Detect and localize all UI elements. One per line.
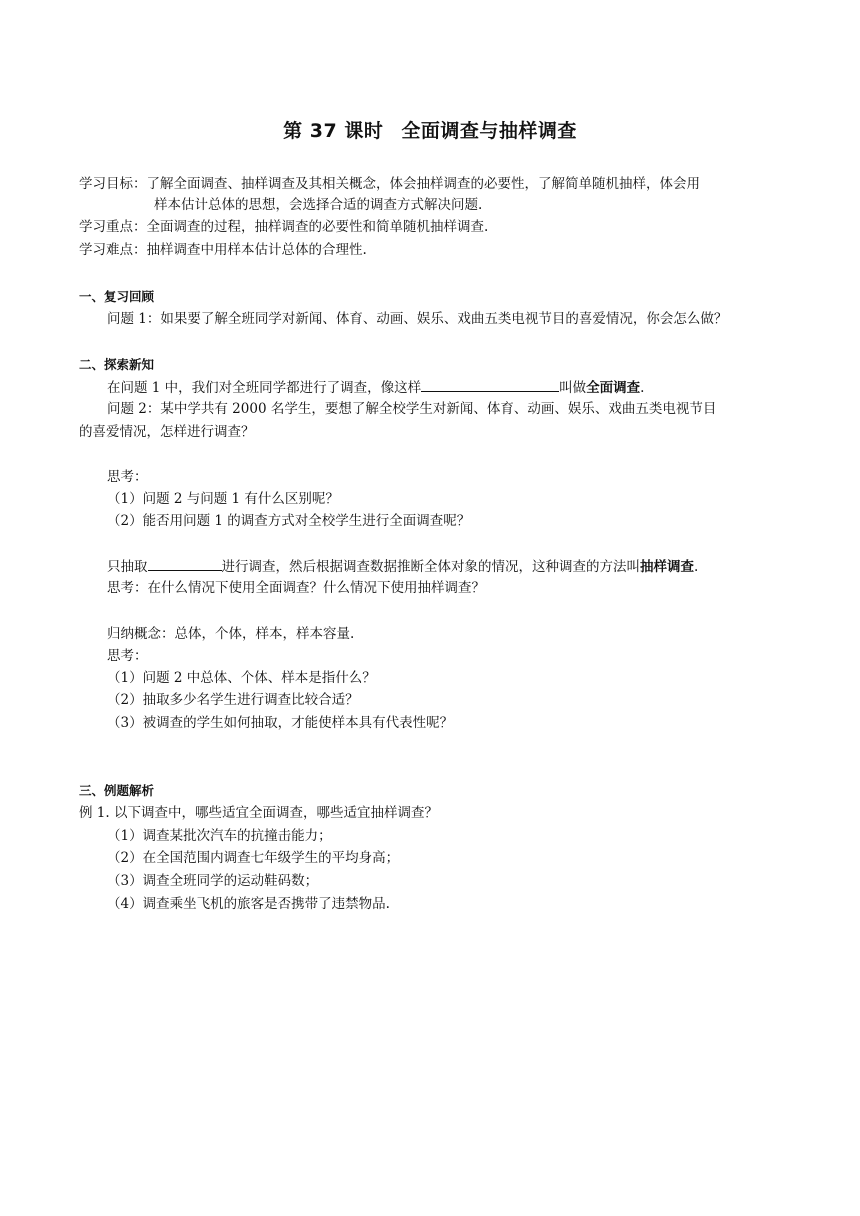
think-item-2: （2）能否用问题 1 的调查方式对全校学生进行全面调查呢？ [107, 513, 471, 529]
sample-survey-end: . [694, 559, 699, 575]
question2-line2: 的喜爱情况，怎样进行调查？ [79, 424, 255, 440]
full-survey-text2: 叫做 [559, 380, 587, 396]
think-label-2: 思考： [107, 648, 148, 664]
sample-survey-definition [107, 556, 698, 577]
fill-blank-1[interactable] [421, 377, 559, 392]
title-lesson-number: 第 37 课时 [283, 120, 384, 142]
goal-difficulty-line [79, 240, 367, 260]
goal-key-line [79, 217, 488, 237]
sample-survey-text2: 进行调查，然后根据调查数据推断全体对象的情况，这种调查的方法叫 [221, 559, 640, 575]
example-item-1: （1）调查某批次汽车的抗撞击能力； [107, 828, 332, 844]
goal-key-label: 学习重点： [79, 219, 147, 235]
title-topic: 全面调查与抽样调查 [401, 120, 577, 142]
example-item-4: （4）调查乘坐飞机的旅客是否携带了违禁物品. [107, 896, 390, 912]
question1: 问题 1：如果要了解全班同学对新闻、体育、动画、娱乐、戏曲五类电视节目的喜爱情况，你会怎么做？ [107, 311, 728, 327]
sample-survey-text: 只抽取 [107, 559, 148, 575]
page-title [0, 116, 860, 143]
goal-target-label: 学习目标： [79, 176, 147, 192]
question2-line1: 问题 2：某中学共有 2000 名学生，要想了解全校学生对新闻、体育、动画、娱乐、戏曲五类电视节目 [107, 401, 717, 417]
think-item-1: （1）问题 2 与问题 1 有什么区别呢？ [107, 491, 339, 507]
term-sample-survey: 抽样调查 [640, 559, 694, 575]
think-item-5: （3）被调查的学生如何抽取，才能使样本具有代表性呢？ [107, 715, 454, 731]
section3-heading: 三、例题解析 [79, 783, 155, 798]
example1: 例 1. 以下调查中，哪些适宜全面调查，哪些适宜抽样调查？ [79, 805, 438, 821]
goal-target-line [79, 174, 700, 194]
goal-difficulty-text: 抽样调查中用样本估计总体的合理性. [146, 242, 367, 258]
think-item-3: （1）问题 2 中总体、个体、样本是指什么？ [107, 670, 376, 686]
think-label: 思考： [107, 469, 148, 485]
goal-target-line2: 样本估计总体的思想，会选择合适的调查方式解决问题. [154, 197, 483, 213]
term-full-survey: 全面调查 [586, 380, 641, 396]
section2-heading: 二、探索新知 [79, 357, 155, 372]
example-item-3: （3）调查全班同学的运动鞋码数； [107, 873, 319, 889]
fill-blank-2[interactable] [148, 556, 222, 571]
full-survey-end: . [640, 380, 645, 396]
goal-difficulty-label: 学习难点： [79, 242, 147, 258]
goal-target-text: 了解全面调查、抽样调查及其相关概念，体会抽样调查的必要性，了解简单随机抽样，体会用 [146, 176, 700, 192]
goal-key-text: 全面调查的过程，抽样调查的必要性和简单随机抽样调查. [146, 219, 489, 235]
think-item-4: （2）抽取多少名学生进行调查比较合适？ [107, 692, 359, 708]
full-survey-text: 在问题 1 中，我们对全班同学都进行了调查，像这样 [107, 380, 422, 396]
section1-heading: 一、复习回顾 [79, 289, 155, 304]
concept-summary: 归纳概念：总体，个体，样本，样本容量. [107, 626, 355, 642]
full-survey-definition [107, 377, 644, 398]
think-when: 思考：在什么情况下使用全面调查？什么情况下使用抽样调查？ [107, 580, 485, 596]
example-item-2: （2）在全国范围内调查七年级学生的平均身高； [107, 850, 400, 866]
